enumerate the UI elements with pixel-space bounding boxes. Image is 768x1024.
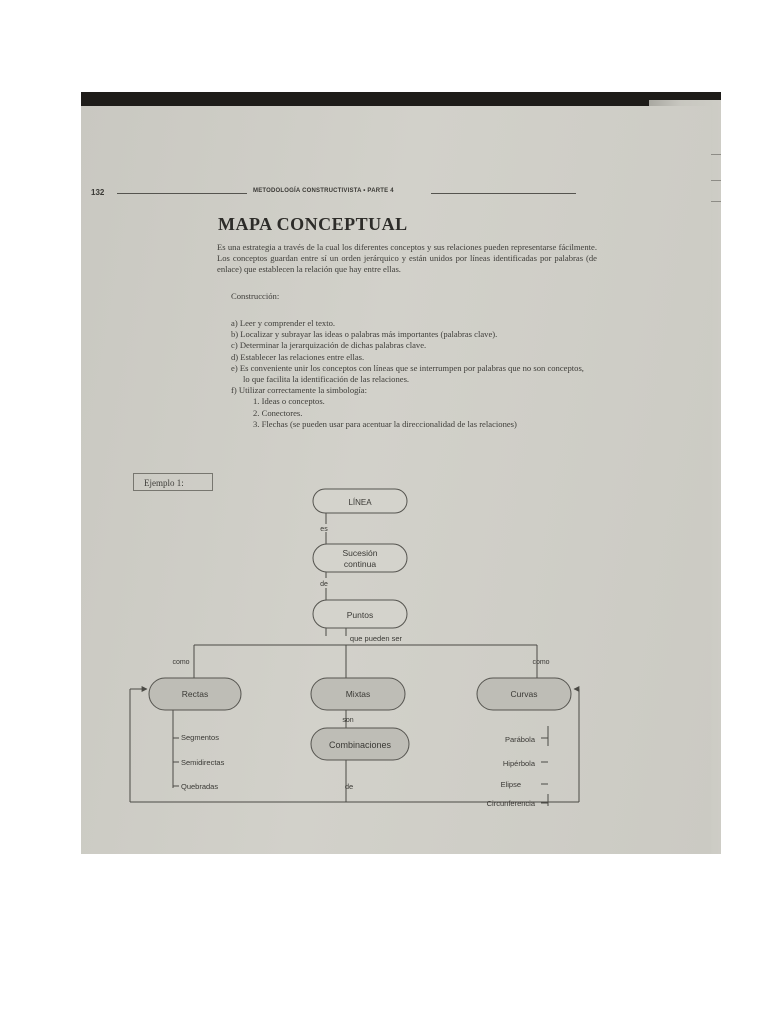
node-combinaciones: Combinaciones	[328, 740, 392, 750]
step-b: b) Localizar y subrayar las ideas o palabras más importantes (palabras clave).	[231, 329, 498, 340]
page-heading: MAPA CONCEPTUAL	[218, 214, 408, 234]
connector-son: son	[342, 717, 354, 724]
construction-label: Construcción:	[231, 291, 280, 301]
step-e: e) Es conveniente unir los conceptos con líneas que se interrumpen por palabras que no son conceptos, lo que facilita la identificación de las relaciones.	[231, 362, 584, 385]
node-sucesion-line2: continua	[343, 559, 377, 569]
step-d: d) Establecer las relaciones entre ellas.	[231, 351, 365, 362]
connector-de-2: de	[344, 782, 354, 791]
step-a: a) Leer y comprender el texto.	[231, 318, 336, 328]
curvas-item-circunferencia: Circunferencia	[486, 799, 535, 808]
connector-que-pueden-ser: que pueden ser	[349, 634, 403, 643]
connector-es: es	[320, 526, 328, 533]
rectas-item-semidirectas: Semidirectas	[181, 758, 225, 767]
node-curvas: Curvas	[510, 689, 538, 699]
connector-como-right: como	[532, 659, 550, 666]
connector-de: de	[320, 581, 328, 588]
intro-paragraph: Es una estrategia a través de la cual los diferentes conceptos y sus relaciones pueden representarse fácilmente. Los conceptos guardan entre sí un orden jerárquico y están unidos por líneas identificadas por palabras (de enlace) que establecen la relación que hay entre ellas.	[217, 242, 597, 275]
rectas-item-quebradas: Quebradas	[181, 782, 219, 791]
curvas-item-elipse: Elipse	[500, 780, 521, 789]
running-title: METODOLOGÍA CONSTRUCTIVISTA • PARTE 4	[253, 188, 394, 194]
node-linea: LÍNEA	[348, 498, 372, 507]
example-label: Ejemplo 1:	[133, 473, 213, 491]
node-puntos: Puntos	[346, 610, 374, 620]
step-c: c) Determinar la jerarquización de dichas palabras clave.	[231, 340, 427, 351]
node-mixtas: Mixtas	[345, 689, 371, 699]
symbology-item: 2. Conectores.	[253, 407, 303, 418]
symbology-item: 1. Ideas o conceptos.	[253, 396, 325, 407]
page-number: 132	[91, 188, 105, 197]
symbology-item: 3. Flechas (se pueden usar para acentuar la direccionalidad de las relaciones)	[253, 418, 517, 429]
curvas-item-hiperbola: Hipérbola	[502, 759, 535, 768]
concept-map	[81, 106, 711, 854]
node-rectas: Rectas	[181, 689, 209, 699]
node-sucesion-line1: Sucesión	[342, 548, 378, 558]
rectas-item-segmentos: Segmentos	[181, 733, 219, 742]
document-photo	[81, 92, 721, 854]
step-f: f) Utilizar correctamente la simbología:	[231, 385, 368, 396]
curvas-item-parabola: Parábola	[504, 735, 535, 744]
connector-como-left: como	[172, 659, 190, 666]
book-page	[81, 106, 711, 854]
